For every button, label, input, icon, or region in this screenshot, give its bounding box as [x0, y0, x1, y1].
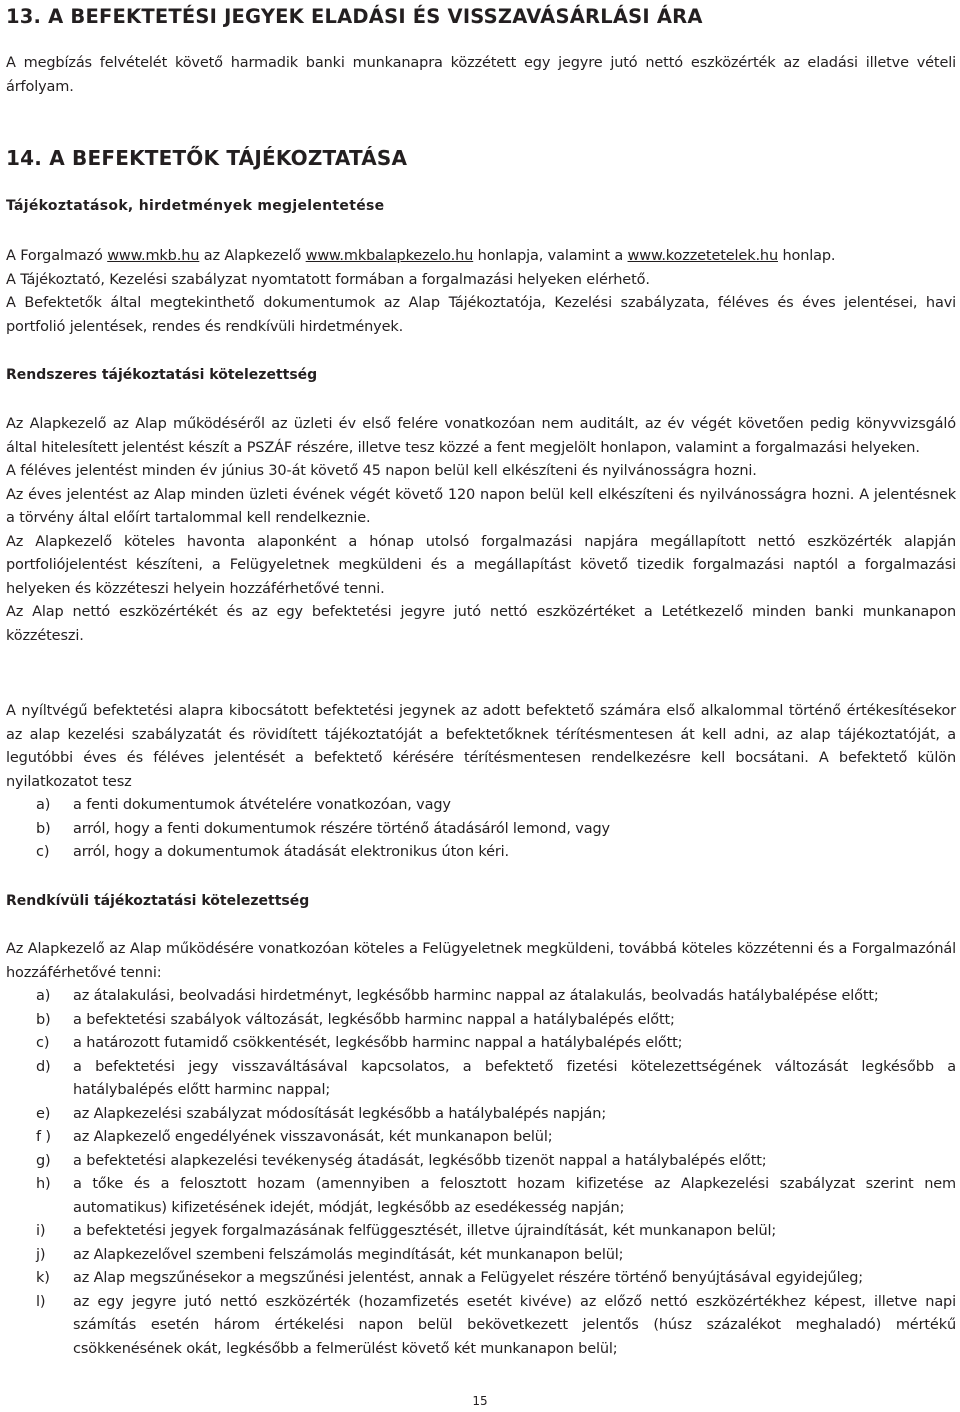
section-13-title: 13. A BEFEKTETÉSI JEGYEK ELADÁSI ÉS VISSZAVÁSÁRLÁSI ÁRA: [6, 5, 703, 28]
list-text: a befektetési jegy visszaváltásával kapcsolatos, a befektető fizetési kötelezettségének változását legkésőbb a hatálybalépés előtt harminc nappal;: [73, 1058, 956, 1098]
list-text: az Alapkezelő engedélyének visszavonását, két munkanapon belül;: [73, 1129, 553, 1145]
list-item: [6, 1056, 956, 1103]
list-marker: a): [36, 988, 51, 1004]
list-marker: c): [36, 1035, 50, 1051]
list-item: [6, 1267, 956, 1291]
list-item: [6, 1173, 956, 1220]
list-text: a tőke és a felosztott hozam (amennyiben a felosztott hozam kifizetése az Alapkezelési szabályzat szerint nem automatikus) kifizetésének idejét, módját, legkésőbb az esedékesség napján;: [73, 1176, 956, 1216]
list-text: az Alapkezelési szabályzat módosítását legkésőbb a hatálybalépés napján;: [73, 1105, 607, 1122]
text-span: honlap.: [777, 248, 836, 264]
text-span: A Forgalmazó: [6, 248, 108, 264]
list-marker: h): [36, 1176, 51, 1192]
extraordinary-disclosure-heading: Rendkívüli tájékoztatási kötelezettség: [6, 893, 310, 909]
list-marker: e): [36, 1105, 51, 1122]
list-text: az egy jegyre jutó nettó eszközérték (hozamfizetés esetét kivéve) az előző nettó eszközértékhez képest, illetve napi számítás esetén három értékelési napon belül bekövetkezett jelentős (húsz százalékot meghaladó) mértékű csökkenésének okát, legkésőbb a felmerülést követő két munkanapon belül;: [73, 1293, 956, 1357]
list-text: az Alapkezelővel szembeni felszámolás megindítását, két munkanapon belül;: [73, 1246, 624, 1263]
list-text: az Alap megszűnésekor a megszűnési jelentést, annak a Felügyelet részére történő benyújtásával egyidejűleg;: [73, 1270, 864, 1286]
list-item: [6, 1150, 956, 1174]
list-text: arról, hogy a dokumentumok átadását elektronikus úton kéri.: [73, 844, 509, 860]
list-marker: i): [36, 1223, 46, 1239]
list-item: [6, 1103, 956, 1127]
page-number: 15: [472, 1394, 488, 1408]
section-14-subtitle: Tájékoztatások, hirdetmények megjelentetése: [6, 198, 385, 214]
text-span: honlapja, valamint a: [473, 248, 628, 264]
section-14-body: [6, 245, 956, 339]
paragraph: A féléves jelentést minden év június 30-át követő 45 napon belül kell elkészíteni és nyilvánosságra hozni.: [6, 463, 757, 479]
list-item: [6, 841, 956, 865]
paragraph: Az Alapkezelő az Alap működéséről az üzleti év első felére vonatkozóan nem auditált, az év végét követően pedig könyvvizsgáló által hitelesített jelentést készít a PSZÁF részére, illetve tesz közzé a fent megjelölt honlapon, valamint a forgalmazási helyeken.: [6, 416, 956, 456]
list-marker: l): [36, 1293, 46, 1310]
list-item: [6, 985, 956, 1009]
paragraph: Az Alapkezelő az Alap működésére vonatkozóan köteles a Felügyeletnek megküldeni, továbbá köteles közzétenni és a Forgalmazónál hozzáférhetővé tenni:: [6, 941, 956, 981]
list-text: a fenti dokumentumok átvételére vonatkozóan, vagy: [73, 797, 451, 813]
list-marker: f ): [36, 1129, 51, 1145]
list-item: [6, 818, 956, 842]
list-text: a befektetési alapkezelési tevékenység átadását, legkésőbb tizenöt nappal a hatálybalépés előtt;: [73, 1152, 767, 1169]
text-span: az Alapkezelő: [199, 248, 306, 264]
list-item: [6, 1009, 956, 1033]
paragraph: A nyíltvégű befektetési alapra kibocsátott befektetési jegynek az adott befektető számára első alkalommal történő értékesítésekor az alap kezelési szabályzatát és rövidített tájékoztatóját a befektetőknek térítésmentesen át kell adni, az alap tájékoztatóját, a legutóbbi éves és féléves jelentését a befektető kérésére térítésmentesen rendelkezésre kell bocsátani. A befektető külön nyilatkozatot tesz: [6, 703, 956, 790]
list-marker: d): [36, 1058, 51, 1075]
regular-disclosure-heading: Rendszeres tájékoztatási kötelezettség: [6, 367, 318, 383]
list-item: [6, 1291, 956, 1362]
list-marker: a): [36, 797, 51, 813]
section-13-body: [6, 52, 956, 99]
paragraph: Az Alapkezelő köteles havonta alaponként a hónap utolsó forgalmazási napjára megállapított nettó eszközérték alapján portfoliójelentést készíteni, a Felügyeletnek megküldeni és a megállapítást követő tizedik forgalmazási naptól a forgalmazási helyeken és közzéteszi helyein hozzáférhetővé tenni.: [6, 533, 956, 597]
list-item: [6, 1126, 956, 1150]
list-item: [6, 1244, 956, 1268]
list-text: a befektetési szabályok változását, legkésőbb harminc nappal a hatálybalépés előtt;: [73, 1011, 675, 1028]
list-marker: j): [36, 1246, 46, 1263]
section-14-title: 14. A BEFEKTETŐK TÁJÉKOZTATÁSA: [6, 146, 408, 170]
list-item: [6, 1032, 956, 1056]
list-marker: b): [36, 1011, 51, 1028]
documents-paragraph: A Befektetők által megtekinthető dokumentumok az Alap Tájékoztatója, Kezelési szabályzata, féléves és éves jelentései, havi portfolió jelentések, rendes és rendkívüli hirdetmények.: [6, 295, 956, 335]
list-text: arról, hogy a fenti dokumentumok részére történő átadásáról lemond, vagy: [73, 820, 610, 837]
extraordinary-disclosure-body: [6, 938, 956, 1361]
regular-disclosure-body: [6, 413, 956, 648]
websites-paragraph: [6, 245, 956, 269]
list-marker: b): [36, 820, 51, 837]
extraordinary-items-list: [6, 985, 956, 1361]
paragraph: Az éves jelentést az Alap minden üzleti évének végét követő 120 napon belül kell elkészíteni és nyilvánosságra hozni. A jelentésnek a törvény által előírt tartalommal kell rendelkeznie.: [6, 486, 956, 526]
list-text: a befektetési jegyek forgalmazásának felfüggesztését, illetve újraindítását, két munkanapon belül;: [73, 1223, 777, 1239]
mkb-link[interactable]: www.mkb.hu: [107, 248, 200, 264]
section-13-paragraph: A megbízás felvételét követő harmadik banki munkanapra közzétett egy jegyre jutó nettó eszközérték az eladási illetve vételi árfolyam.: [6, 55, 956, 95]
regular-options-list: [6, 794, 956, 865]
list-text: az átalakulási, beolvadási hirdetményt, legkésőbb harminc nappal az átalakulás, beolvadás hatálybalépése előtt;: [73, 988, 879, 1004]
list-marker: c): [36, 844, 50, 860]
list-item: [6, 794, 956, 818]
mkbalapkezelo-link[interactable]: www.mkbalapkezelo.hu: [305, 248, 474, 264]
list-marker: g): [36, 1152, 51, 1169]
kozzetetelek-link[interactable]: www.kozzetetelek.hu: [627, 248, 778, 264]
regular-disclosure-body-2: [6, 700, 956, 865]
printed-docs-paragraph: A Tájékoztató, Kezelési szabályzat nyomtatott formában a forgalmazási helyeken elérhető.: [6, 271, 650, 288]
list-text: a határozott futamidő csökkentését, legkésőbb harminc nappal a hatálybalépés előtt;: [73, 1035, 683, 1051]
list-marker: k): [36, 1270, 50, 1286]
list-item: [6, 1220, 956, 1244]
paragraph: Az Alap nettó eszközértékét és az egy befektetési jegyre jutó nettó eszközértéket a Letétkezelő minden banki munkanapon közzéteszi.: [6, 604, 956, 644]
